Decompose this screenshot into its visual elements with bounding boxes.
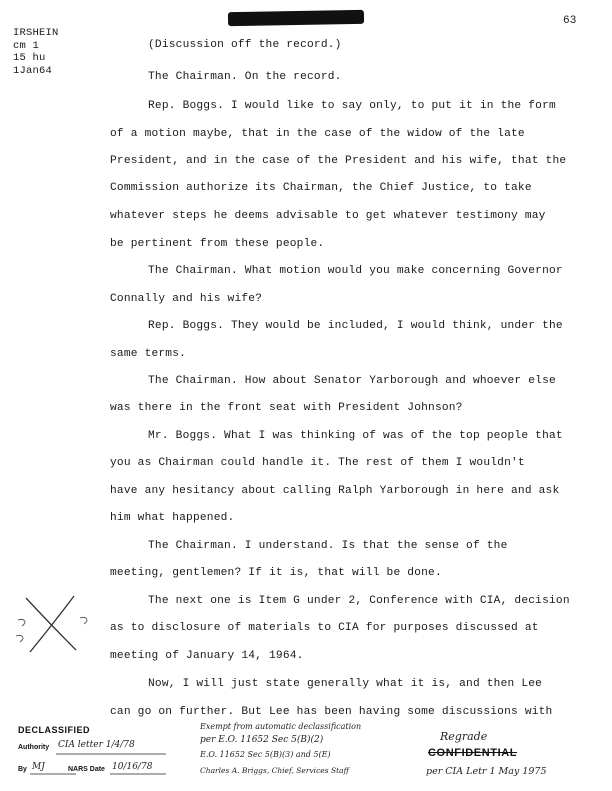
- transcript-line: Rep. Boggs. I would like to say only, to put it in the form: [148, 100, 556, 112]
- reporter-header: [13, 27, 59, 77]
- by-value: MJ: [32, 762, 45, 772]
- transcript-line: can go on further. But Lee has been having some discussions with: [110, 706, 553, 718]
- redaction-bar: [228, 10, 364, 26]
- confidential-stamp: CONFIDENTIAL: [428, 747, 518, 759]
- transcript-line: The Chairman. How about Senator Yarborough and whoever else: [148, 375, 556, 387]
- transcript-line: same terms.: [110, 348, 187, 360]
- transcript-line: as to disclosure of materials to CIA for purposes discussed at: [110, 622, 539, 634]
- transcript-line: (Discussion off the record.): [148, 39, 342, 51]
- transcript-line: meeting of January 14, 1964.: [110, 650, 304, 662]
- transcript-line: The Chairman. On the record.: [148, 71, 342, 83]
- transcript-line: him what happened.: [110, 512, 235, 524]
- transcript-line: Rep. Boggs. They would be included, I would think, under the: [148, 320, 563, 332]
- exempt-note-line: Exempt from automatic declassification: [200, 722, 362, 731]
- nars-date-value: 10/16/78: [112, 762, 153, 772]
- transcript-line: of a motion maybe, that in the case of the widow of the late: [110, 128, 525, 140]
- header-line: 1Jan64: [13, 64, 53, 77]
- transcript-line: The next one is Item G under 2, Conference with CIA, decision: [148, 595, 570, 607]
- transcript-line: Now, I will just state generally what it is, and then Lee: [148, 678, 543, 690]
- transcript-line: Mr. Boggs. What I was thinking of was of the top people that: [148, 430, 563, 442]
- exempt-note-line: Charles A. Briggs, Chief, Services Staff: [200, 766, 349, 775]
- transcript-line: you as Chairman could handle it. The rest of them I wouldn't: [110, 457, 525, 469]
- page-number: 63: [563, 15, 577, 27]
- exempt-note-line: E.O. 11652 Sec 5(B)(3) and 5(E): [200, 750, 331, 759]
- nars-date-label: NARS Date: [68, 766, 105, 773]
- transcript-line: have any hesitancy about calling Ralph Yarborough in here and ask: [110, 485, 560, 497]
- by-label: By: [18, 766, 27, 773]
- header-line: cm 1: [13, 39, 40, 52]
- stamp-underlines: [16, 738, 166, 778]
- transcript-line: be pertinent from these people.: [110, 238, 325, 250]
- exempt-note-line: per E.O. 11652 Sec 5(B)(2): [200, 735, 324, 745]
- transcript-line: was there in the front seat with President Johnson?: [110, 402, 463, 414]
- regrade-authority: per CIA Letr 1 May 1975: [426, 766, 547, 777]
- transcript-line: meeting, gentlemen? If it is, that will be done.: [110, 567, 442, 579]
- authority-label: Authority: [18, 744, 50, 751]
- transcript-line: whatever steps he deems advisable to get whatever testimony may: [110, 210, 546, 222]
- transcript-line: The Chairman. I understand. Is that the sense of the: [148, 540, 508, 552]
- transcript-line: Commission authorize its Chairman, the Chief Justice, to take: [110, 182, 532, 194]
- authority-value: CIA letter 1/4/78: [58, 740, 135, 750]
- margin-cross-mark: [14, 590, 94, 660]
- declassified-title: DECLASSIFIED: [18, 725, 91, 735]
- transcript-line: Connally and his wife?: [110, 293, 263, 305]
- header-line: 15 hu: [13, 52, 46, 64]
- transcript-line: President, and in the case of the President and his wife, that the: [110, 155, 567, 167]
- transcript-line: The Chairman. What motion would you make concerning Governor: [148, 265, 563, 277]
- header-line: IRSHEIN: [13, 27, 59, 39]
- regrade-label: Regrade: [440, 730, 488, 743]
